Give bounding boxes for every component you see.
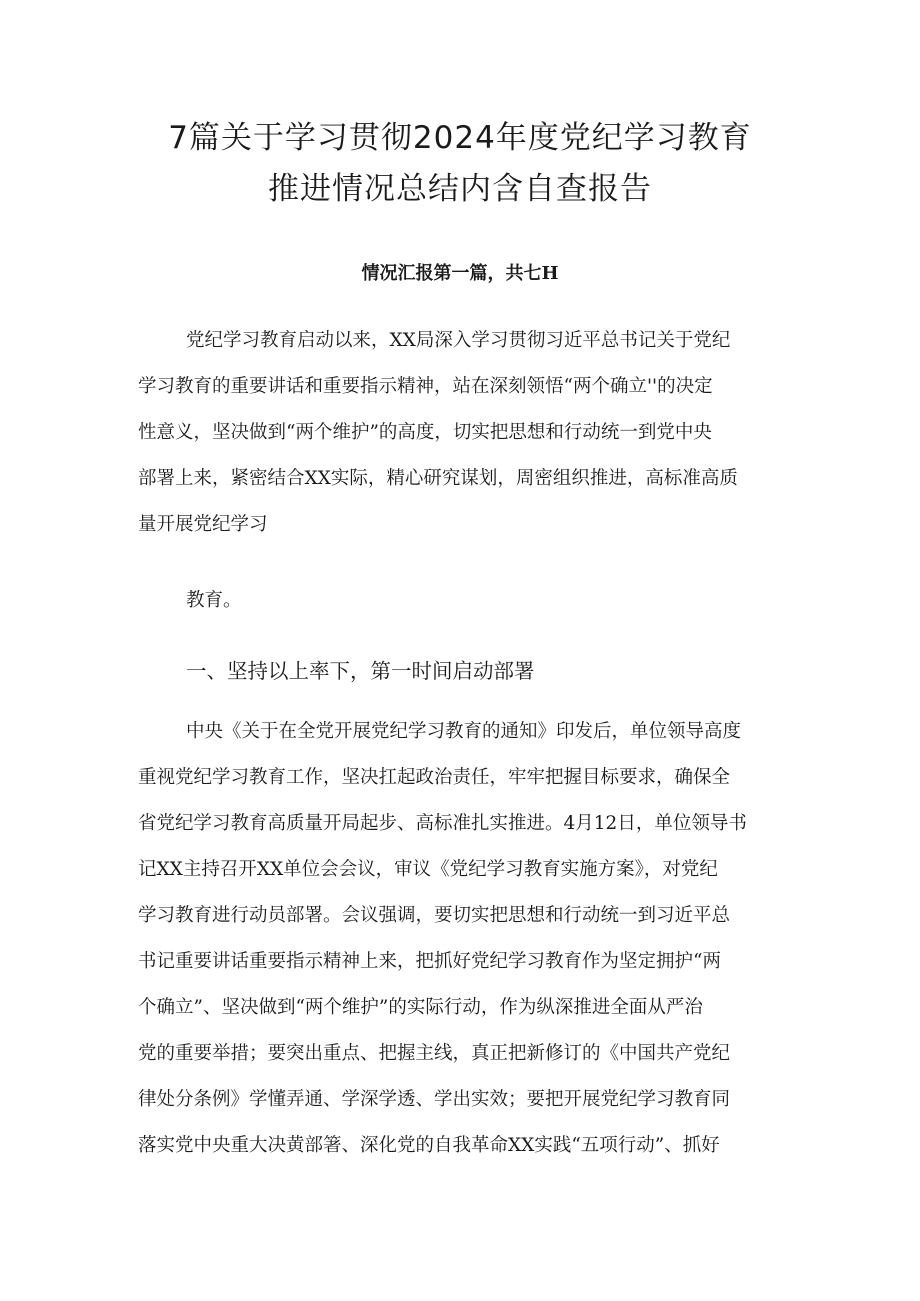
paragraph-line: 性意义，坚决做到“两个维护”的高度，切实把思想和行动统一到党中央 <box>138 422 712 443</box>
paragraph-line: 部署上来，紧密结合XX实际，精心研究谋划，周密组织推进，高标准高质 <box>138 468 738 489</box>
paragraph-section-1 <box>138 709 788 1169</box>
paragraph-line: 党的重要举措；要突出重点、把握主线，真正把新修订的《中国共产党纪 <box>138 1043 731 1064</box>
paragraph-continuation <box>186 578 836 624</box>
paragraph-line: 个确立”、坚决做到“两个维护”的实际行动，作为纵深推进全面从严治 <box>138 997 703 1018</box>
section-heading-1: 一、坚持以上率下，第一时间启动部署 <box>186 659 535 683</box>
paragraph-intro <box>138 318 788 548</box>
paragraph-line: 党纪学习教育启动以来，XX局深入学习贯彻习近平总书记关于党纪 <box>186 330 731 351</box>
paragraph-line: 律处分条例》学懂弄通、学深学透、学出实效；要把开展党纪学习教育同 <box>138 1089 731 1110</box>
document-title-line-2: 推进情况总结内含自查报告 <box>268 171 652 207</box>
paragraph-line: 学习教育进行动员部署。会议强调，要切实把思想和行动统一到习近平总 <box>138 905 731 926</box>
paragraph-line: 重视党纪学习教育工作，坚决扛起政治责任，牢牢把握目标要求，确保全 <box>138 767 731 788</box>
paragraph-line: 中央《关于在全党开展党纪学习教育的通知》印发后，单位领导高度 <box>186 721 742 742</box>
paragraph-line: 学习教育的重要讲话和重要指示精神，站在深刻领悟“两个确立''的决定 <box>138 376 713 397</box>
document-title-line-1: 7篇关于学习贯彻2024年度党纪学习教育 <box>168 120 752 156</box>
paragraph-line: 记XX主持召开XX单位会会议，审议《党纪学习教育实施方案》，对党纪 <box>138 859 718 880</box>
paragraph-line: 量开展党纪学习 <box>138 514 268 535</box>
paragraph-line: 省党纪学习教育高质量开局起步、高标准扎实推进。4月12日，单位领导书 <box>138 813 747 834</box>
section-subtitle: 情况汇报第一篇，共七H <box>361 263 559 284</box>
paragraph-line: 书记重要讲话重要指示精神上来，把抓好党纪学习教育作为坚定拥护“两 <box>138 951 721 972</box>
paragraph-line: 落实党中央重大决黄部箸、深化党的自我革命XX实践“五项行动”、抓好 <box>138 1135 720 1156</box>
paragraph-line: 教育。 <box>186 590 242 611</box>
